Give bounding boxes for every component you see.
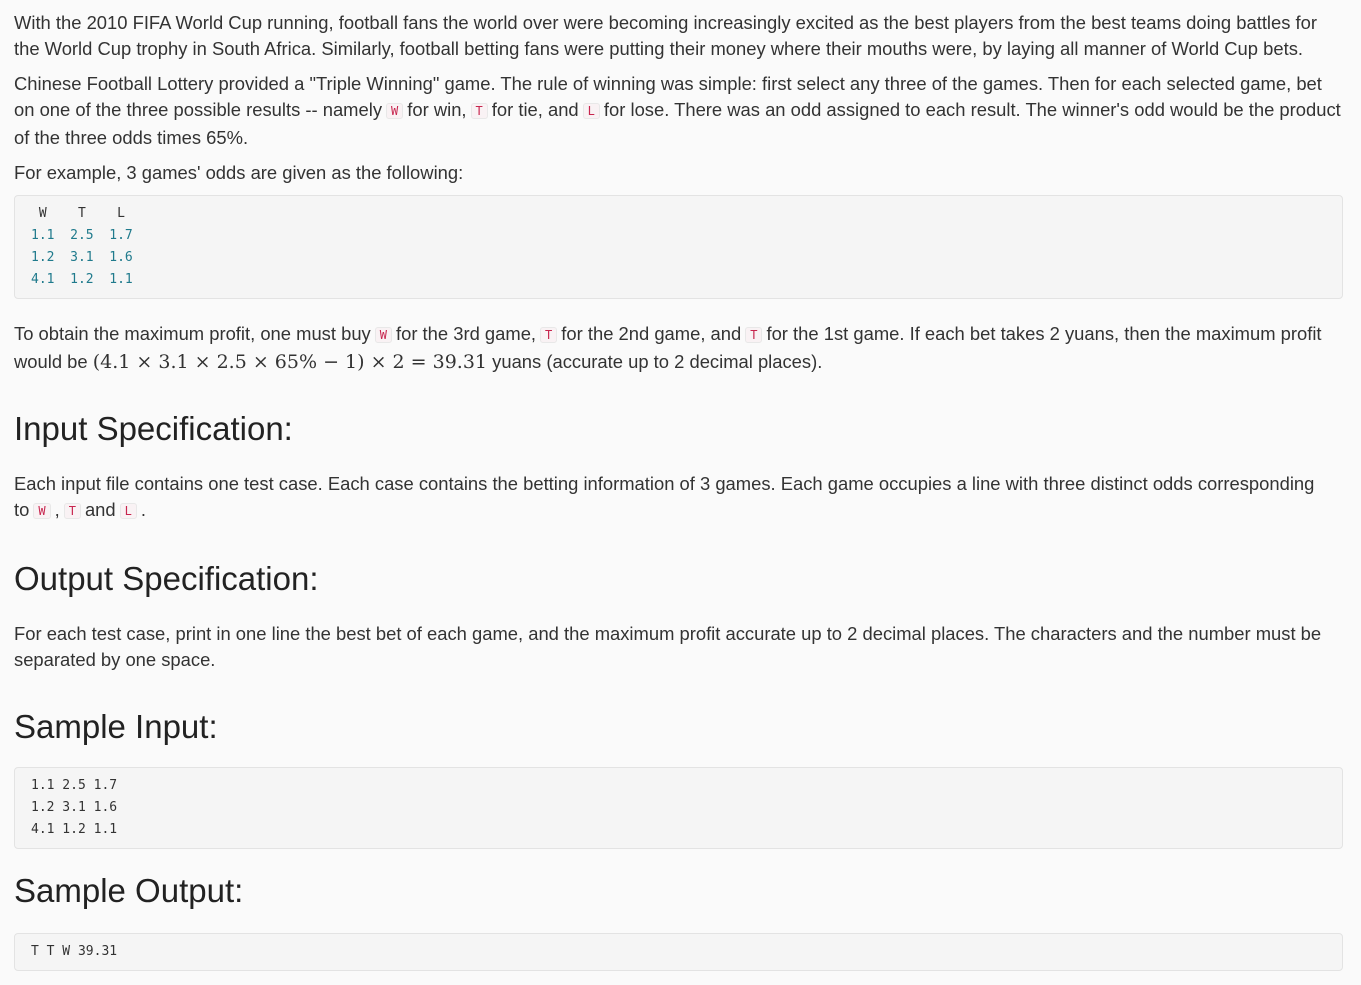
rules-paragraph xyxy=(14,71,1347,151)
sample-input-block: 1.1 2.5 1.7 1.2 3.1 1.6 4.1 1.2 1.1 xyxy=(14,767,1343,849)
code-tie: T xyxy=(471,103,488,119)
code-tie: T xyxy=(64,503,81,519)
rules-text-3: for tie, and xyxy=(491,99,579,120)
explanation-paragraph xyxy=(14,321,1347,375)
sample-output-block: T T W 39.31 xyxy=(14,933,1343,971)
explanation-text-1: To obtain the maximum profit, one must buy xyxy=(14,323,371,344)
and-word: and xyxy=(84,499,116,520)
code-lose: L xyxy=(120,503,137,519)
rules-text-4: for lose. There was an odd assigned to each result. The winner's odd would be the product of the three odds times 65%. xyxy=(14,99,1341,148)
odds-row: 1.2 3.1 1.6 xyxy=(31,250,133,265)
odds-code-block xyxy=(14,195,1343,299)
odds-header: W T L xyxy=(31,206,125,221)
odds-row: 1.1 2.5 1.7 xyxy=(31,228,133,243)
code-win: W xyxy=(386,103,403,119)
output-spec-heading: Output Specification: xyxy=(14,560,319,597)
code-lose: L xyxy=(583,103,600,119)
explanation-text-4: for the 1st game. If each bet takes 2 yuans, then the maximum profit would be xyxy=(14,323,1322,372)
input-spec-text xyxy=(14,471,1347,525)
profit-formula: (4.1 × 3.1 × 2.5 × 65% − 1) × 2 = 39.31 xyxy=(92,351,488,373)
period: . xyxy=(140,499,146,520)
explanation-text-5: yuans (accurate up to 2 decimal places). xyxy=(492,351,823,372)
explanation-text-2: for the 3rd game, xyxy=(395,323,537,344)
separator: , xyxy=(54,499,60,520)
input-spec-body: Each input file contains one test case. Each case contains the betting information of 3 games. Each game occupies a line with three distinct odds corresponding to xyxy=(14,473,1315,520)
explanation-text-3: for the 2nd game, and xyxy=(561,323,742,344)
sample-output-heading: Sample Output: xyxy=(14,872,244,909)
odds-row: 4.1 1.2 1.1 xyxy=(31,272,133,287)
sample-input-heading: Sample Input: xyxy=(14,708,218,745)
input-spec-heading: Input Specification: xyxy=(14,410,293,447)
intro-paragraph: With the 2010 FIFA World Cup running, football fans the world over were becoming increasingly excited as the best players from the best teams doing battles for the World Cup trophy in South Africa. Similarly, football betting fans were putting their money where their mouths were, by laying all manner of World Cup bets. xyxy=(14,12,1318,59)
rules-text-1: Chinese Football Lottery provided a "Triple Winning" game. The rule of winning was simple: first select any three of the games. Then for each selected game, bet on one of the three possible results -- namely xyxy=(14,73,1322,120)
code-bet-1: T xyxy=(745,327,762,343)
code-bet-3: W xyxy=(375,327,392,343)
code-win: W xyxy=(33,503,50,519)
rules-text-2: for win, xyxy=(407,99,467,120)
example-intro: For example, 3 games' odds are given as the following: xyxy=(14,162,464,183)
output-spec-text: For each test case, print in one line the best bet of each game, and the maximum profit accurate up to 2 decimal places. The characters and the number must be separated by one space. xyxy=(14,623,1322,670)
code-bet-2: T xyxy=(540,327,557,343)
